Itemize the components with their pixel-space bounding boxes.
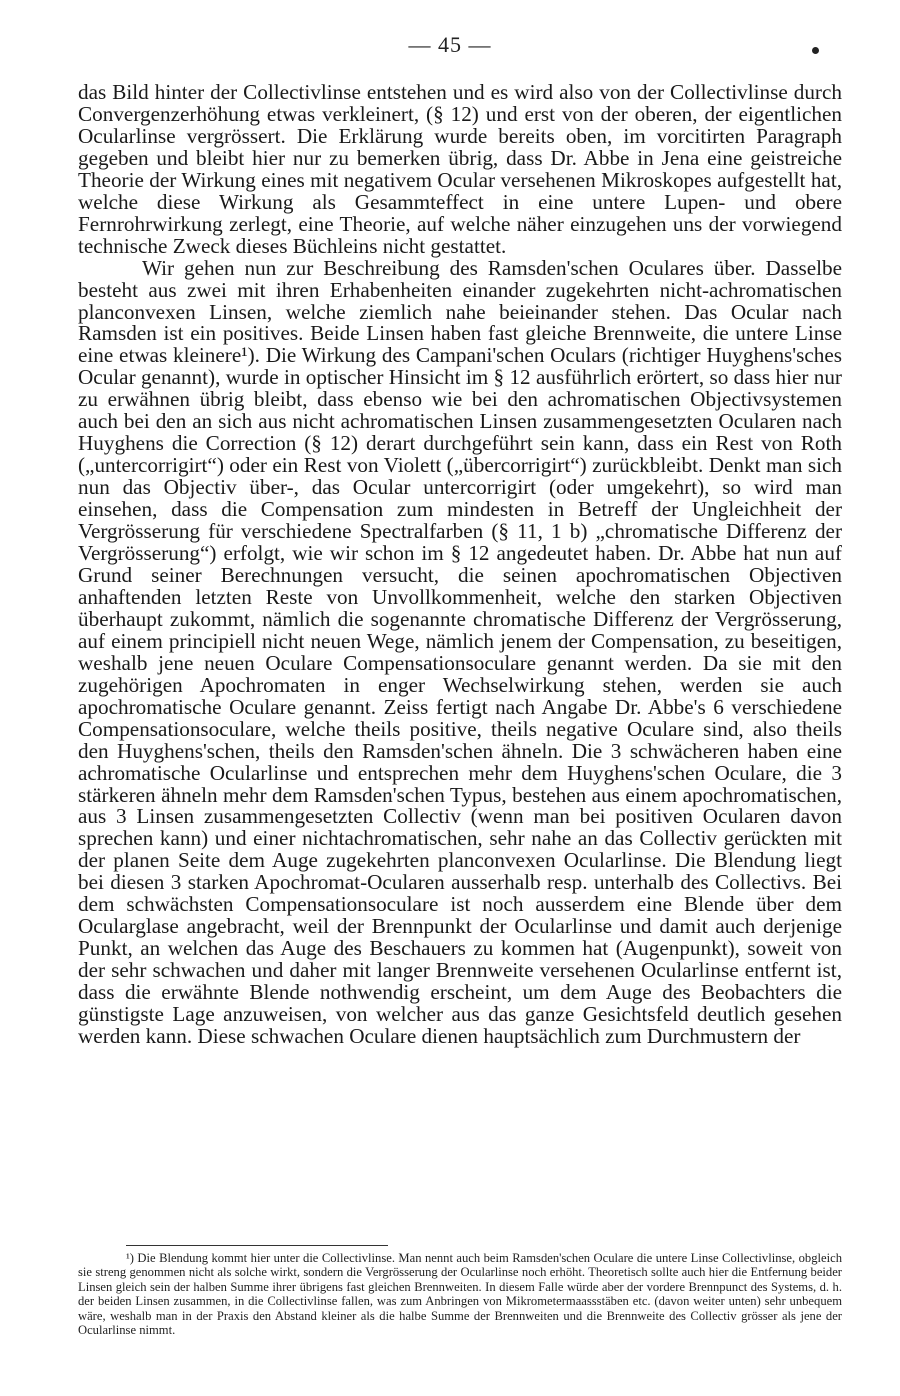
paragraph-ramsden-ocular: Wir gehen nun zur Beschreibung des Ramsden'schen Oculares über. Dasselbe besteht aus zwei mit ihren Erhabenheiten einander zugekehrten nicht-achromatischen planconvexen Linsen, welche ziemlich nahe beieinander stehen. Das Ocular nach Ramsden ist ein positives. Beide Linsen haben fast gleiche Brennweite, die untere Linse eine etwas kleinere¹). Die Wirkung des Campani'schen Oculars (richtiger Huyghens'sches Ocular genannt), wurde in optischer Hinsicht im § 12 ausführlich erörtert, so dass hier nur zu erwähnen übrig bleibt, dass ebenso wie bei den achromatischen Objectivsystemen auch bei den an sich aus nicht achromatischen Linsen zusammengesetzten Ocularen nach Huyghens die Correction (§ 12) derart durchgeführt sein kann, dass ein Rest von Roth („untercorrigirt“) oder ein Rest von Violett („übercorrigirt“) zurückbleibt. Denkt man sich nun das Objectiv über-, das Ocular untercorrigirt (oder umgekehrt), so wird man einsehen, dass die Compensation zum mindesten in Betreff der Ungleichheit der Vergrösserung für verschiedene Spectralfarben (§ 11, 1 b) „chromatische Differenz der Vergrösserung“) erfolgt, wie wir schon im § 12 angedeutet haben. Dr. Abbe hat nun auf Grund seiner Berechnungen versucht, die seinen apochromatischen Objectiven anhaftenden letzten Reste von Unvollkommenheit, welche den starken Objectiven überhaupt zukommt, nämlich die sogenannte chromatische Differenz der Vergrösserung, auf einem principiell nicht neuen Wege, nämlich jenem der Compensation, zu beseitigen, weshalb jene neuen Oculare Compensationsoculare genannt werden. Da sie mit den zugehörigen Apochromaten in enger Wechselwirkung stehen, werden sie auch apochromatische Oculare genannt. Zeiss fertigt nach Angabe Dr. Abbe's 6 verschiedene Compensationsoculare, welche theils positive, theils negative Oculare sind, also theils den Huyghens'schen, theils den Ramsden'schen ähneln. Die 3 schwächeren haben eine achromatische Ocularlinse und entsprechen mehr dem Huyghens'schen Oculare, die 3 stärkeren ähneln mehr dem Ramsden'schen Typus, bestehen aus einem apochromatischen, aus 3 Linsen zusammengesetzten Collectiv (wenn man bei positiven Ocularen davon sprechen kann) und einer nichtachromatischen, sehr nahe an das Collectiv gerückten mit der planen Seite dem Auge zugekehrten planconvexen Ocularlinse. Die Blendung liegt bei diesen 3 starken Apochromat-Ocularen ausserhalb resp. unterhalb des Collectivs. Bei dem schwächsten Compensationsoculare ist noch ausserdem eine Blende über dem Ocularglase angebracht, weil der Brennpunkt der Ocularlinse und damit auch derjenige Punkt, an welchen das Auge des Beschauers zu kommen hat (Augenpunkt), soweit von der sehr schwachen und daher mit langer Brennweite versehenen Ocularlinse entfernt ist, dass die erwähnte Blende nothwendig erscheint, um dem Auge des Beobachters die günstigste Lage anzuweisen, von welcher aus das ganze Gesichtsfeld deutlich gesehen werden kann. Diese schwachen Oculare dienen hauptsächlich zum Durchmustern der bbox=[78, 255, 842, 1048]
page-number: — 45 — bbox=[408, 32, 492, 57]
main-text bbox=[78, 82, 842, 1048]
paragraph-continuation: das Bild hinter der Collectivlinse entstehen und es wird also von der Collectivlinse durch Convergenzerhöhung etwas verkleinert, (§ 12) und erst von der oberen, der eigentlichen Ocularlinse vergrössert. Die Erklärung wurde bereits oben, im vorcitirten Paragraph gegeben und bleibt hier nur zu bemerken übrig, dass Dr. Abbe in Jena eine geistreiche Theorie der Wirkung eines mit negativem Ocular versehenen Mikroskopes aufgestellt hat, welche diese Wirkung als Gesammteffect in eine untere Lupen- und obere Fernrohrwirkung zerlegt, eine Theorie, auf welche näher einzugehen uns der vorwiegend technische Zweck dieses Büchleins nicht gestattet. bbox=[78, 80, 842, 258]
ink-speck bbox=[812, 47, 819, 54]
footnote-divider bbox=[126, 1245, 388, 1246]
footnote: ¹) Die Blendung kommt hier unter die Collectivlinse. Man nennt auch beim Ramsden'schen Oculare die untere Linse Collectivlinse, obgleich sie streng genommen nicht als solche wirkt, sondern die Vergrösserung der Ocularlinse noch erhöht. Theoretisch sollte auch hier die Entfernung beider Linsen gleich sein der halben Summe ihrer übrigens fast gleichen Brennweiten. In diesem Falle würde aber der vordere Brennpunct des Systems, d. h. der beiden Linsen zusammen, in die Collectivlinse fallen, was zum Anbringen von Mikrometermaassstäben etc. (davon weiter unten) sehr unbequem wäre, weshalb man in der Praxis den Abstand kleiner als die halbe Summe der Brennweiten und die Brennweite des Collectiv grösser als jene der Ocularlinse nimmt. bbox=[78, 1251, 842, 1338]
